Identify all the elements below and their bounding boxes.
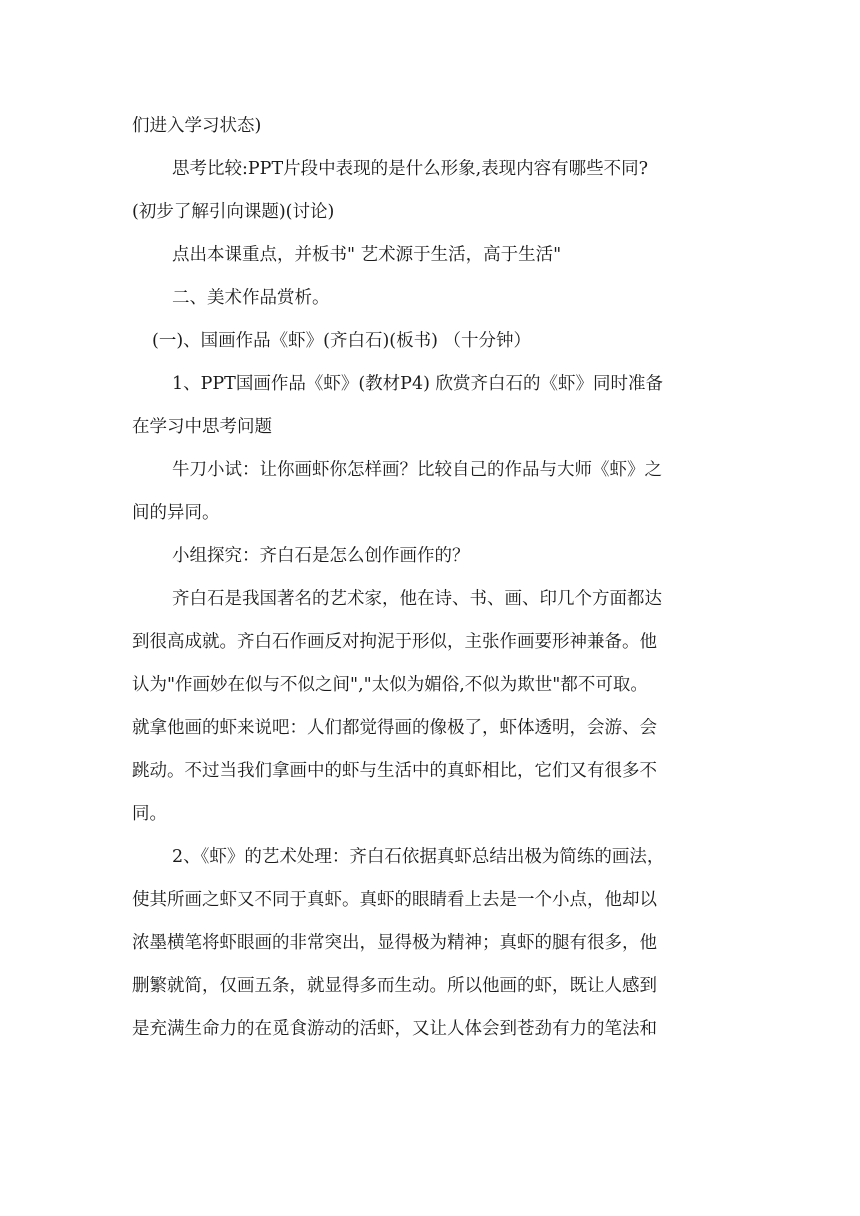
text-line: 间的异同。 [132,503,220,523]
paragraph-9 [132,585,730,828]
paragraph-10 [132,843,730,1043]
text-line: (初步了解引向课题)(讨论) [132,202,335,222]
paragraph-5 [132,327,730,355]
text-line: 思考比较:PPT片段中表现的是什么形象,表现内容有哪些不同? [172,159,649,179]
text-line: 在学习中思考问题 [132,417,272,437]
text-line: 牛刀小试：让你画虾你怎样画？比较自己的作品与大师《虾》之 [172,460,662,480]
document-page [132,112,730,1058]
text-line: 们进入学习状态) [132,116,262,136]
text-line: 同。 [132,804,167,824]
text-line: 点出本课重点，并板书" 艺术源于生活，高于生活" [172,245,562,265]
text-line: 删繁就简，仅画五条，就显得多而生动。所以他画的虾，既让人感到 [132,976,657,996]
text-line: 使其所画之虾又不同于真虾。真虾的眼睛看上去是一个小点，他却以 [132,890,657,910]
paragraph-2 [132,155,730,226]
section-heading: 二、美术作品赏析。 [172,288,330,308]
text-line: 小组探究：齐白石是怎么创作画作的？ [172,546,470,566]
text-line: 是充满生命力的在觅食游动的活虾，又让人体会到苍劲有力的笔法和 [132,1019,657,1039]
text-line: 齐白石是我国著名的艺术家，他在诗、书、画、印几个方面都达 [172,589,662,609]
paragraph-1 [132,112,730,140]
paragraph-8 [132,542,730,570]
text-line: 浓墨横笔将虾眼画的非常突出，显得极为精神；真虾的腿有很多，他 [132,933,657,953]
text-line: 1、PPT国画作品《虾》(教材P4) 欣赏齐白石的《虾》同时准备 [172,374,663,394]
text-line: 认为"作画妙在似与不似之间","太似为媚俗,不似为欺世"都不可取。 [132,675,648,695]
paragraph-4 [132,284,730,312]
text-line: 跳动。不过当我们拿画中的虾与生活中的真虾相比，它们又有很多不 [132,761,657,781]
paragraph-7 [132,456,730,527]
text-line: 2、《虾》的艺术处理：齐白石依据真虾总结出极为简练的画法， [172,847,665,867]
paragraph-3 [132,241,730,269]
text-line: 到很高成就。齐白石作画反对拘泥于形似，主张作画要形神兼备。他 [132,632,657,652]
subsection-heading: (一)、国画作品《虾》(齐白石)(板书) （十分钟） [152,331,532,351]
text-line: 就拿他画的虾来说吧：人们都觉得画的像极了，虾体透明，会游、会 [132,718,657,738]
paragraph-6 [132,370,730,441]
